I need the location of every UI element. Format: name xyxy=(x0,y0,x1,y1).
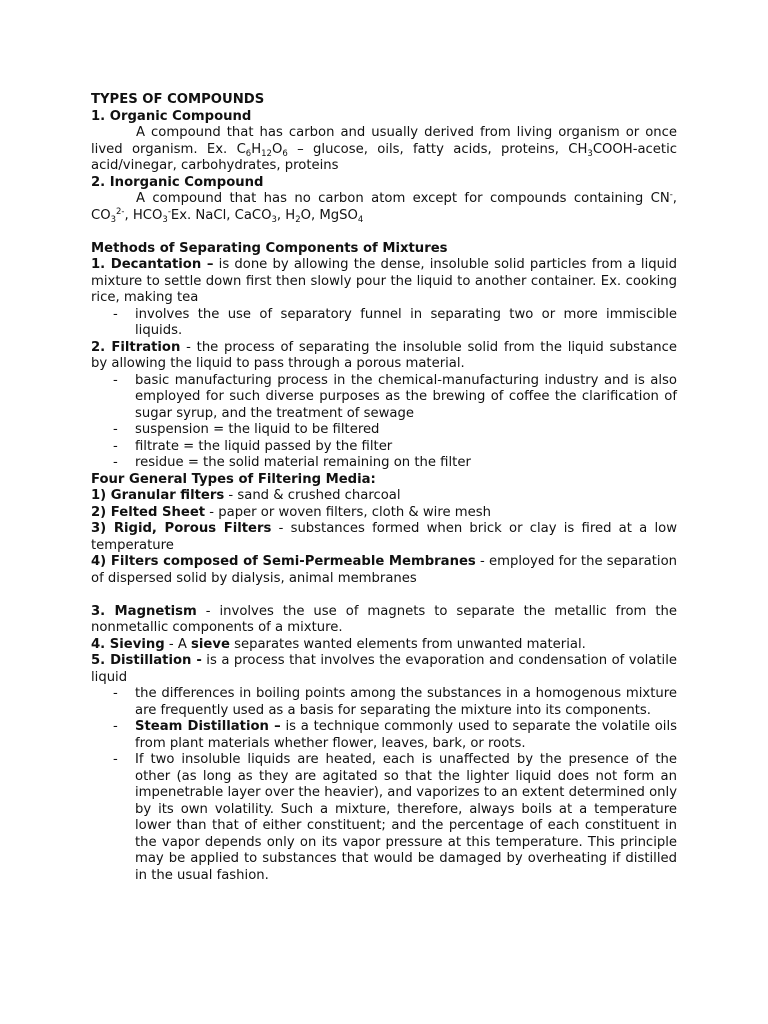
types-heading: TYPES OF COMPOUNDS xyxy=(91,92,265,107)
media-item-text: - substances formed when brick or clay is fired at a low temperature xyxy=(91,521,677,553)
text-run: A compound that has carbon and usually derived from living organism or once lived organism. Ex. C xyxy=(91,125,677,157)
distillation-paragraph xyxy=(91,653,677,686)
media-item-title: 3) Rigid, Porous Filters xyxy=(91,521,272,536)
sieving-term: sieve xyxy=(191,636,230,652)
list-item: - residue = the solid material remaining on the filter xyxy=(135,455,677,472)
blank-line xyxy=(91,224,677,241)
superscript: - xyxy=(167,206,171,217)
inorganic-title: 2. Inorganic Compound xyxy=(91,174,264,190)
magnetism-text: - involves the use of magnets to separate the metallic from the nonmetallic components of a mixture. xyxy=(91,603,677,635)
text-run: , HCO xyxy=(124,207,163,223)
distillation-text: is a process that involves the evaporation and condensation of volatile liquid xyxy=(91,653,678,685)
organic-definition xyxy=(91,125,677,175)
list-item: - involves the use of separatory funnel in separating two or more immiscible liquids. xyxy=(135,307,677,340)
organic-title: 1. Organic Compound xyxy=(91,108,252,124)
text-run: O xyxy=(271,141,283,157)
list-item xyxy=(135,719,677,752)
filtration-paragraph xyxy=(91,340,677,373)
superscript: - xyxy=(669,190,673,200)
filtration-title: 2. Filtration xyxy=(91,339,181,355)
document-page xyxy=(91,92,677,884)
list-item: - suspension = the liquid to be filtered xyxy=(135,422,677,439)
text-run: A compound that has no carbon atom except for compounds containing CN xyxy=(136,191,670,206)
list-item: - filtrate = the liquid passed by the filter xyxy=(135,439,677,456)
text-run: COOH-acetic acid/vinegar, carbohydrates, proteins xyxy=(91,141,677,173)
sieving-text: - A xyxy=(164,636,192,652)
subscript: 4 xyxy=(357,214,364,225)
media-heading: Four General Types of Filtering Media: xyxy=(91,471,376,487)
subscript: 6 xyxy=(245,148,252,159)
text-run: , CO xyxy=(91,191,677,223)
magnetism-title: 3. Magnetism xyxy=(91,603,197,619)
steam-distillation-title: Steam Distillation – xyxy=(135,719,281,734)
text-run: O, MgSO xyxy=(300,207,358,223)
media-item-title: 1) Granular filters xyxy=(91,488,225,503)
sieving-paragraph xyxy=(91,637,677,654)
subscript: 3 xyxy=(110,214,117,225)
list-item: - the differences in boiling points among the substances in a homogenous mixture are frequently used as a basis for separating the mixture into its components. xyxy=(135,686,677,719)
superscript: 2- xyxy=(116,206,125,217)
media-item-text: - sand & crushed charcoal xyxy=(224,488,401,503)
decantation-paragraph xyxy=(91,257,677,307)
media-item xyxy=(91,505,677,522)
subscript: 3 xyxy=(162,214,168,225)
media-item-title: 2) Felted Sheet xyxy=(91,504,206,520)
media-item xyxy=(91,554,677,587)
inorganic-definition xyxy=(91,191,677,224)
subscript: 12 xyxy=(261,148,272,159)
media-item-text: - employed for the separation of dispersed solid by dialysis, animal membranes xyxy=(91,554,677,586)
subscript: 6 xyxy=(282,148,288,159)
steam-distillation-text: is a technique commonly used to separate the volatile oils from plant materials whether flower, leaves, bark, or roots. xyxy=(135,719,678,751)
distillation-title: 5. Distillation - xyxy=(91,653,202,668)
filtration-list xyxy=(91,373,677,472)
list-item: - basic manufacturing process in the chemical-manufacturing industry and is also employed for such diverse purposes as the brewing of coffee the clarification of sugar syrup, and the treatment of sewage xyxy=(135,373,677,423)
magnetism-paragraph xyxy=(91,604,677,637)
text-run: Ex. NaCl, CaCO xyxy=(170,207,272,223)
sieving-text: separates wanted elements from unwanted material. xyxy=(229,636,586,652)
decantation-text: is done by allowing the dense, insoluble solid particles from a liquid mixture to settle down first then slowly pour the liquid to another container. Ex. cooking rice, making tea xyxy=(91,257,677,305)
subscript: 2 xyxy=(295,214,301,225)
media-item-text: - paper or woven filters, cloth & wire mesh xyxy=(205,504,491,520)
subscript: 3 xyxy=(587,148,593,159)
text-run: , H xyxy=(276,207,296,223)
sieving-title: 4. Sieving xyxy=(91,636,165,652)
subscript: 3 xyxy=(271,214,277,225)
decantation-list xyxy=(91,307,677,340)
distillation-list xyxy=(91,686,677,884)
text-run: H xyxy=(251,141,262,157)
media-item-title: 4) Filters composed of Semi-Permeable Membranes xyxy=(91,554,476,569)
blank-line xyxy=(91,587,677,604)
decantation-title: 1. Decantation – xyxy=(91,257,214,272)
list-item: - If two insoluble liquids are heated, each is unaffected by the presence of the other (as long as they are agitated so that the lighter liquid does not form an impenetrable layer over the heavier), and vaporizes to an extent determined only by its own volatility. Such a mixture, therefore, always boils at a temperature lower than that of either constituent; and the percentage of each constituent in the vapor depends only on its vapor pressure at this temperature. This principle may be applied to substances that would be damaged by overheating if distilled in the usual fashion. xyxy=(135,752,677,884)
media-item xyxy=(91,521,677,554)
filtration-text: - the process of separating the insoluble solid from the liquid substance by allowing the liquid to pass through a porous material. xyxy=(91,339,677,371)
methods-heading: Methods of Separating Components of Mixtures xyxy=(91,240,448,256)
text-run: – glucose, oils, fatty acids, proteins, CH xyxy=(287,141,588,157)
media-item xyxy=(91,488,677,505)
